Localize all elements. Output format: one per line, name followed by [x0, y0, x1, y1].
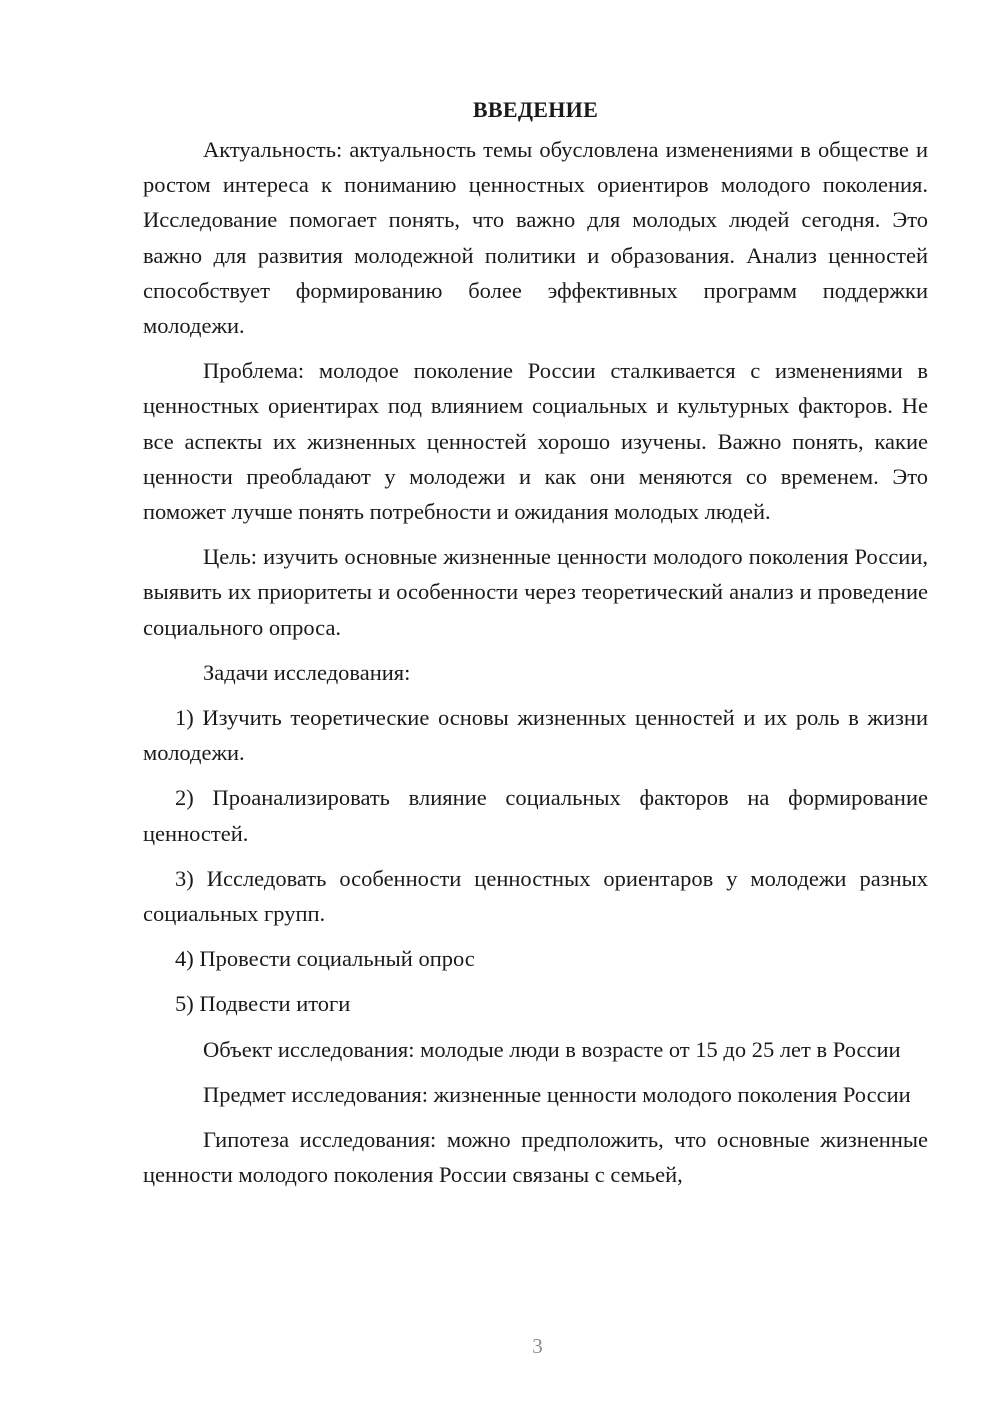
paragraph-relevance: Актуальность: актуальность темы обусловлена изменениями в обществе и ростом интереса к пониманию ценностных ориентиров молодого поколения. Исследование помогает понять, что важно для молодых людей сегодня. Это важно для развития молодежной политики и образования. Анализ ценностей способствует формированию более эффективных программ поддержки молодежи.	[143, 137, 928, 339]
tasks-list	[143, 700, 928, 1022]
tasks-heading: Задачи исследования:	[203, 659, 411, 685]
list-item: 2) Проанализировать влияние социальных факторов на формирование ценностей.	[143, 785, 928, 846]
list-item: 1) Изучить теоретические основы жизненных ценностей и их роль в жизни молодежи.	[143, 705, 928, 766]
paragraph-goal: Цель: изучить основные жизненные ценности молодого поколения России, выявить их приоритеты и особенности через теоретический анализ и проведение социального опроса.	[143, 544, 928, 640]
list-item: 3) Исследовать особенности ценностных ориентаров у молодежи разных социальных групп.	[143, 865, 928, 927]
list-item: 5) Подвести итоги	[175, 991, 351, 1017]
paragraph-object: Объект исследования: молодые люди в возрасте от 15 до 25 лет в России	[203, 1036, 901, 1062]
page-title: ВВЕДЕНИЕ	[472, 97, 599, 122]
page-number: 3	[532, 1334, 543, 1358]
document-page	[143, 92, 928, 1202]
paragraph-hypothesis: Гипотеза исследования: можно предположить, что основные жизненные ценности молодого поколения России связаны с семьей,	[143, 1127, 928, 1188]
list-item: 4) Провести социальный опрос	[175, 946, 475, 972]
paragraph-problem: Проблема: молодое поколение России сталкивается с изменениями в ценностных ориентирах под влиянием социальных и культурных факторов. Не все аспекты их жизненных ценностей хорошо изучены. Важно понять, какие ценности преобладают у молодежи и как они меняются со временем. Это поможет лучше понять потребности и ожидания молодых людей.	[143, 358, 928, 525]
paragraph-subject: Предмет исследования: жизненные ценности молодого поколения России	[203, 1081, 911, 1107]
